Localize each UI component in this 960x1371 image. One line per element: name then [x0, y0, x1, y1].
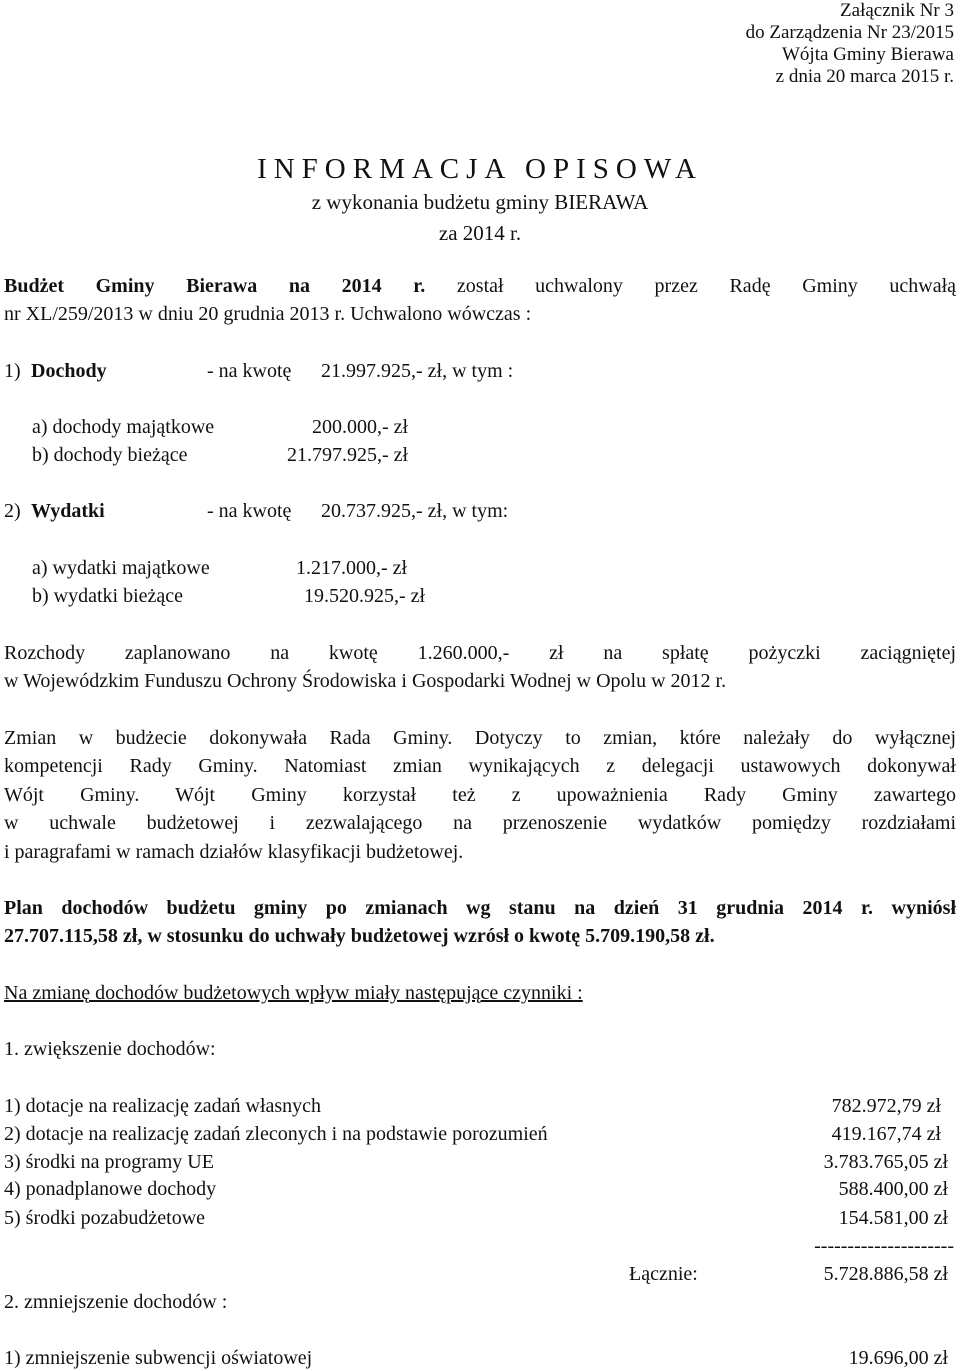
increase-item-amount: 782.972,79 zł	[831, 1095, 941, 1117]
annex-line: Wójta Gminy Bierawa	[781, 44, 954, 65]
increase-item-amount: 588.400,00 zł	[838, 1178, 948, 1200]
expenses-label: Wydatki	[31, 500, 105, 522]
increase-heading: 1. zwiększenie dochodów:	[4, 1038, 216, 1060]
income-a-label: a) dochody majątkowe	[32, 416, 215, 438]
increase-item-label: 3) środki na programy UE	[4, 1151, 214, 1173]
income-amount-text: - na kwotę	[207, 360, 292, 382]
increase-item-amount: 419.167,74 zł	[831, 1123, 941, 1145]
income-label: Dochody	[31, 360, 107, 382]
expenses-a-label: a) wydatki majątkowe	[32, 557, 210, 579]
expenses-b-amount: 19.520.925,- zł	[304, 585, 426, 607]
plan-line-1: Plan dochodów budżetu gminy po zmianach wg stanu na dzień 31 grudnia 2014 r. wyniósł	[4, 897, 956, 919]
changes-line-2: kompetencji Rady Gminy. Natomiast zmian wynikających z delegacji ustawowych dokonywał	[4, 755, 956, 777]
increase-item-label: 2) dotacje na realizację zadań zleconych i na podstawie porozumień	[4, 1123, 548, 1145]
expenses-amount: 20.737.925,- zł, w tym:	[321, 500, 509, 522]
increase-item-label: 5) środki pozabudżetowe	[4, 1207, 206, 1229]
intro-bold: Budżet Gminy Bierawa na 2014 r.	[4, 275, 426, 297]
changes-line-5: i paragrafami w ramach działów klasyfikacji budżetowej.	[4, 841, 464, 863]
expenses-number: 2)	[4, 500, 21, 522]
intro-line-2: nr XL/259/2013 w dniu 20 grudnia 2013 r. Uchwalono wówczas :	[4, 303, 532, 325]
plan-line-2: 27.707.115,58 zł, w stosunku do uchwały budżetowej wzrósł o kwotę 5.709.190,58 zł.	[4, 925, 715, 947]
intro-line-1	[4, 274, 956, 298]
total-label: Łącznie:	[629, 1263, 698, 1285]
annex-line: do Zarządzenia Nr 23/2015	[745, 22, 954, 43]
factors-heading: Na zmianę dochodów budżetowych wpływ miały następujące czynniki :	[4, 982, 583, 1004]
document-subtitle: z wykonania budżetu gminy BIERAWA	[311, 190, 649, 214]
income-amount: 21.997.925,- zł, w tym :	[321, 360, 514, 382]
changes-line-1: Zmian w budżecie dokonywała Rada Gminy. Dotyczy to zmian, które należały do wyłącznej	[4, 727, 956, 749]
changes-line-3: Wójt Gminy. Wójt Gminy korzystał też z upoważnienia Rady Gminy zawartego	[4, 784, 956, 806]
sum-separator: ---------------------	[814, 1235, 954, 1257]
expenses-amount-text: - na kwotę	[207, 500, 292, 522]
income-b-amount: 21.797.925,- zł	[287, 444, 409, 466]
annex-line: z dnia 20 marca 2015 r.	[775, 66, 954, 87]
total-amount: 5.728.886,58 zł	[823, 1263, 948, 1285]
income-b-label: b) dochody bieżące	[32, 444, 188, 466]
outflows-line-1: Rozchody zaplanowano na kwotę 1.260.000,- zł na spłatę pożyczki zaciągniętej	[4, 642, 956, 664]
increase-item-amount: 154.581,00 zł	[838, 1207, 948, 1229]
increase-item-amount: 3.783.765,05 zł	[823, 1151, 948, 1173]
expenses-b-label: b) wydatki bieżące	[32, 585, 184, 607]
increase-item-label: 1) dotacje na realizację zadań własnych	[4, 1095, 322, 1117]
income-a-amount: 200.000,- zł	[312, 416, 409, 438]
decrease-item-label: 1) zmniejszenie subwencji oświatowej	[4, 1347, 313, 1369]
changes-line-4: w uchwale budżetowej i zezwalającego na przenoszenie wydatków pomiędzy rozdziałami	[4, 812, 956, 834]
income-number: 1)	[4, 360, 21, 382]
increase-item-label: 4) ponadplanowe dochody	[4, 1178, 217, 1200]
annex-line: Załącznik Nr 3	[840, 0, 954, 21]
decrease-heading: 2. zmniejszenie dochodów :	[4, 1291, 228, 1313]
intro-rest: został uchwalony przez Radę Gminy uchwałą	[456, 275, 957, 297]
expenses-a-amount: 1.217.000,- zł	[296, 557, 408, 579]
document-title: INFORMACJA OPISOWA	[257, 153, 703, 185]
decrease-item-amount: 19.696,00 zł	[848, 1347, 948, 1369]
annex-header	[746, 0, 954, 88]
outflows-line-2: w Wojewódzkim Funduszu Ochrony Środowiska i Gospodarki Wodnej w Opolu w 2012 r.	[4, 670, 727, 692]
document-year: za 2014 r.	[438, 221, 522, 245]
